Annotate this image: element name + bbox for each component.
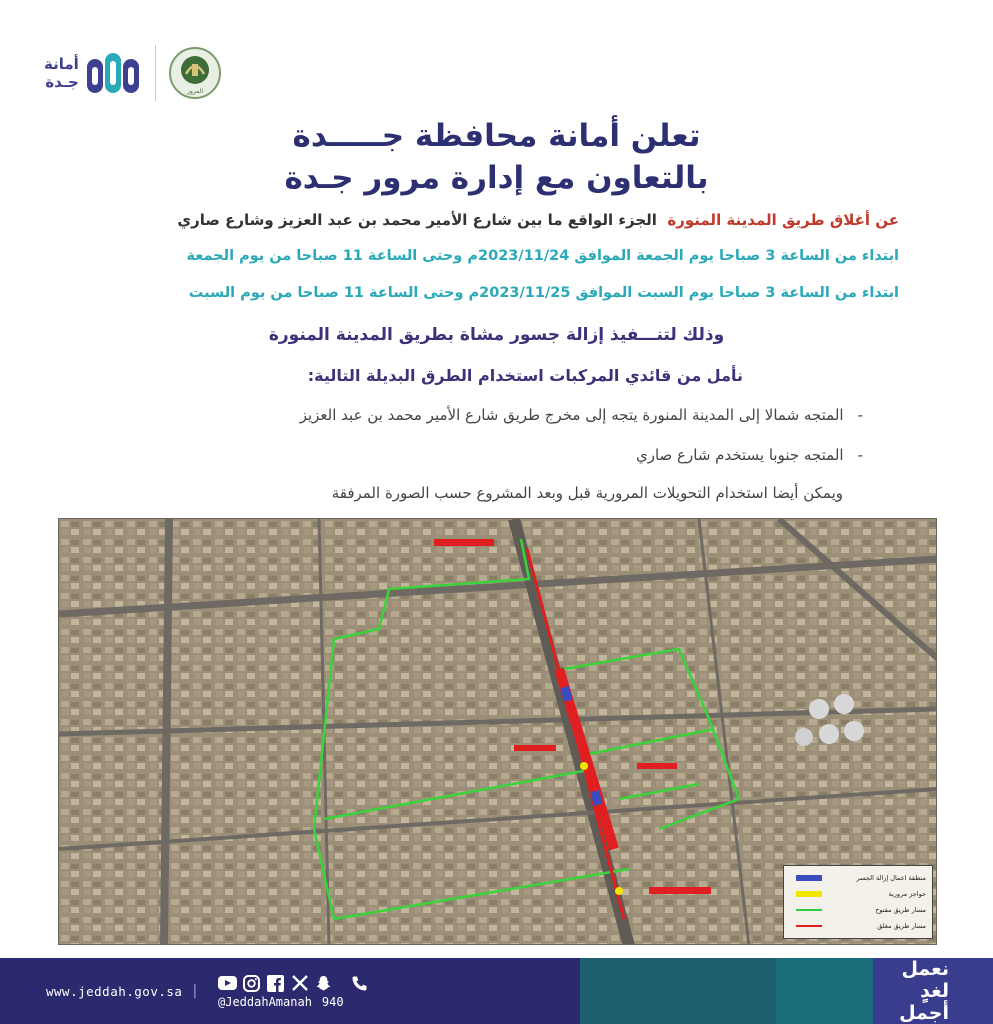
instagram-icon[interactable] — [242, 974, 261, 993]
southbound-route — [636, 446, 863, 464]
x-twitter-icon[interactable] — [290, 974, 309, 993]
friday-schedule: ابتداء من الساعة 3 صباحا يوم الجمعة الموافق 2023/11/24م وحتى الساعة 11 صباحا من يوم الجمعة — [186, 248, 899, 264]
heading-line-1: تعلن أمانة محافظة جـــــدة — [292, 118, 701, 154]
purpose-statement: وذلك لتنـــفيذ إزالة جسور مشاة بطريق المدينة المنورة — [268, 325, 725, 345]
phone-icon[interactable] — [350, 974, 369, 993]
footer-bar — [0, 958, 993, 1024]
youtube-icon[interactable] — [218, 974, 237, 993]
phone-number[interactable]: 940 — [321, 994, 344, 1009]
legend-label: حواجز مرورية — [888, 890, 926, 898]
header-logos — [44, 40, 222, 106]
slogan: نعمل لغدٍ أجمل — [899, 958, 949, 1024]
footer-accent-block — [580, 958, 776, 1024]
legend-swatch — [796, 891, 822, 897]
social-handle[interactable]: @JeddahAmanah — [218, 994, 312, 1009]
legend-label: منطقة اعمال إزالة الجسر — [856, 874, 926, 882]
legend-swatch — [796, 909, 822, 911]
legend-item — [790, 918, 926, 934]
closure-road-name: عن أغلاق طريق المدينة المنورة — [667, 211, 899, 229]
logo-divider — [155, 45, 156, 101]
closure-statement — [177, 211, 899, 229]
traffic-emblem-caption: المرور — [186, 88, 203, 95]
amanah-logo-line2: جـدة — [45, 73, 79, 91]
legend-swatch — [796, 925, 822, 927]
detour-map — [58, 518, 937, 945]
northbound-route — [300, 406, 863, 424]
footer-social — [208, 958, 580, 1024]
southbound-text: المتجه جنوبا يستخدم شارع صاري — [636, 446, 844, 464]
facebook-icon[interactable] — [266, 974, 285, 993]
jeddah-logo-icon — [85, 47, 143, 99]
detours-note: ويمكن أيضا استخدام التحويلات المرورية قبل وبعد المشروع حسب الصورة المرفقة — [331, 484, 843, 502]
footer-accent-block — [776, 958, 873, 1024]
heading-line-2: بالتعاون مع إدارة مرور جـدة — [284, 160, 709, 196]
legend-swatch — [796, 875, 822, 881]
alternate-routes-request: نأمل من قائدي المركبات استخدام الطرق البديلة التالية: — [307, 366, 743, 385]
legend-item — [790, 870, 926, 886]
website-link[interactable]: www.jeddah.gov.sa — [46, 983, 183, 999]
footer-separator: | — [192, 983, 198, 999]
snapchat-icon[interactable] — [314, 974, 333, 993]
legend-item — [790, 902, 926, 918]
northbound-text: المتجه شمالا إلى المدينة المنورة يتجه إلى مخرج طريق شارع الأمير محمد بن عبد العزيز — [299, 406, 844, 424]
amanah-logo-line1: أمانة — [44, 55, 79, 73]
legend-item — [790, 886, 926, 902]
saturday-schedule: ابتداء من الساعة 3 صباحا يوم السبت الموافق 2023/11/25م وحتى الساعة 11 صباحا من يوم السبت — [188, 285, 899, 301]
footer-website — [0, 958, 208, 1024]
legend-label: مسار طريق مفتوح — [875, 906, 926, 914]
traffic-department-emblem-icon — [168, 46, 222, 100]
jeddah-amanah-logo — [44, 47, 143, 99]
legend-label: مسار طريق مغلق — [877, 922, 926, 930]
bullet-dash: - — [857, 406, 863, 424]
bullet-dash: - — [857, 446, 863, 464]
map-legend — [783, 865, 933, 939]
footer-slogan-block — [873, 958, 993, 1024]
closure-segment: الجزء الواقع ما بين شارع الأمير محمد بن عبد العزيز وشارع صاري — [177, 211, 657, 229]
